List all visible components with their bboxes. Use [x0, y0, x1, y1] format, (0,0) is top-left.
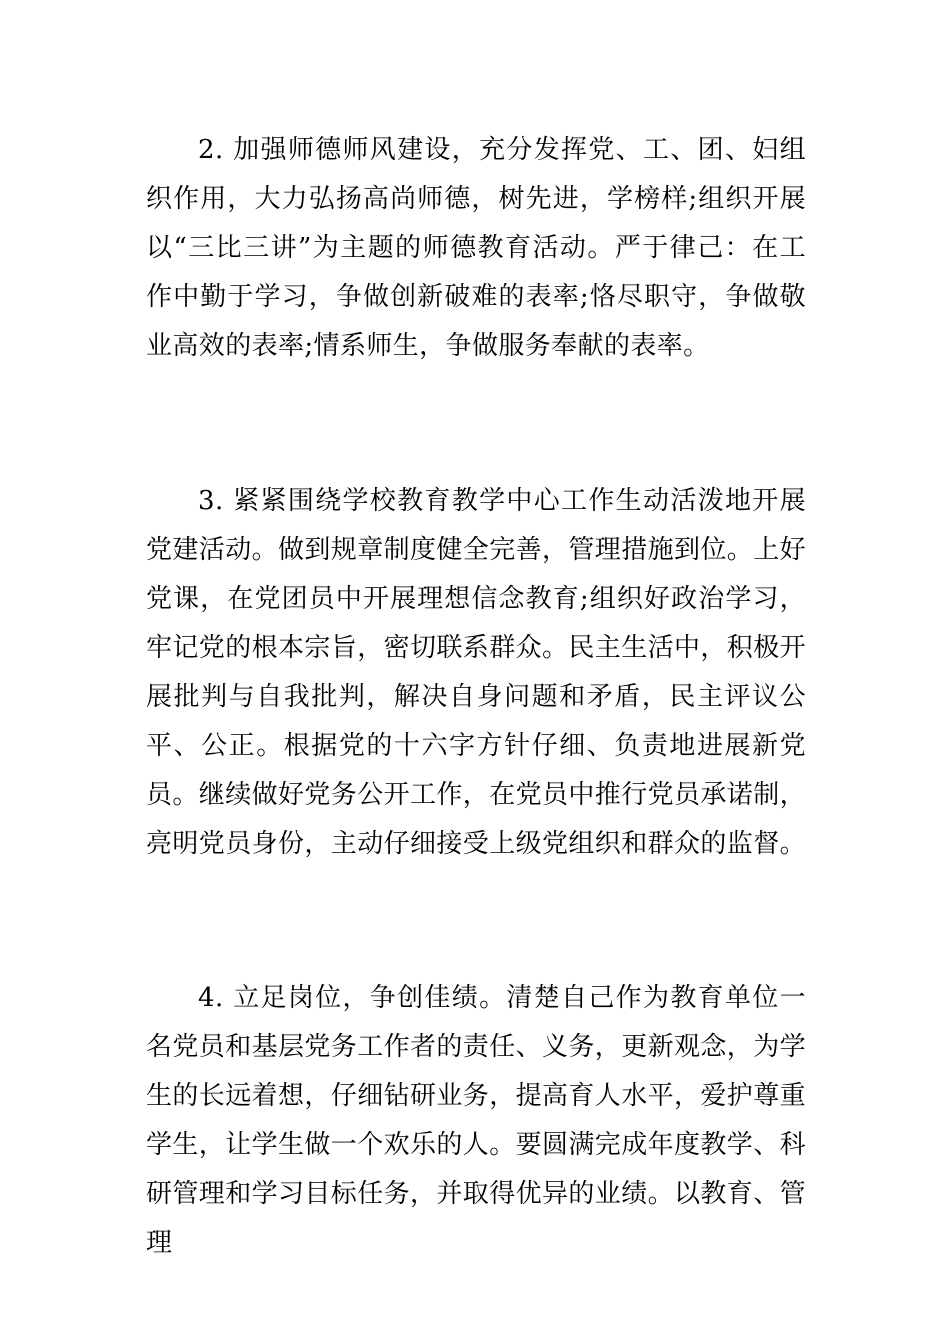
paragraph-item-4: 4. 立足岗位，争创佳绩。清楚自己作为教育单位一名党员和基层党务工作者的责任、义务，更新观念，为学生的长远着想，仔细钻研业务，提高育人水平，爱护尊重学生，让学生做一个欢乐的人。要圆满完成年度教学、科研管理和学习目标任务，并取得优异的业绩。以教育、管理 [146, 983, 807, 1258]
paragraph-item-2: 2. 加强师德师风建设，充分发挥党、工、团、妇组织作用，大力弘扬高尚师德，树先进，学榜样;组织开展以“三比三讲”为主题的师德教育活动。严于律己：在工作中勤于学习，争做创新破难的表率;恪尽职守，争做敬业高效的表率;情系师生，争做服务奉献的表率。 [146, 135, 806, 361]
paragraph-item-3: 3. 紧紧围绕学校教育教学中心工作生动活泼地开展党建活动。做到规章制度健全完善，管理措施到位。上好党课，在党团员中开展理想信念教育;组织好政治学习，牢记党的根本宗旨，密切联系群众。民主生活中，积极开展批判与自我批判，解决自身问题和矛盾，民主评议公平、公正。根据党的十六字方针仔细、负责地进展新党员。继续做好党务公开工作，在党员中推行党员承诺制，亮明党员身份，主动仔细接受上级党组织和群众的监督。 [146, 486, 807, 859]
